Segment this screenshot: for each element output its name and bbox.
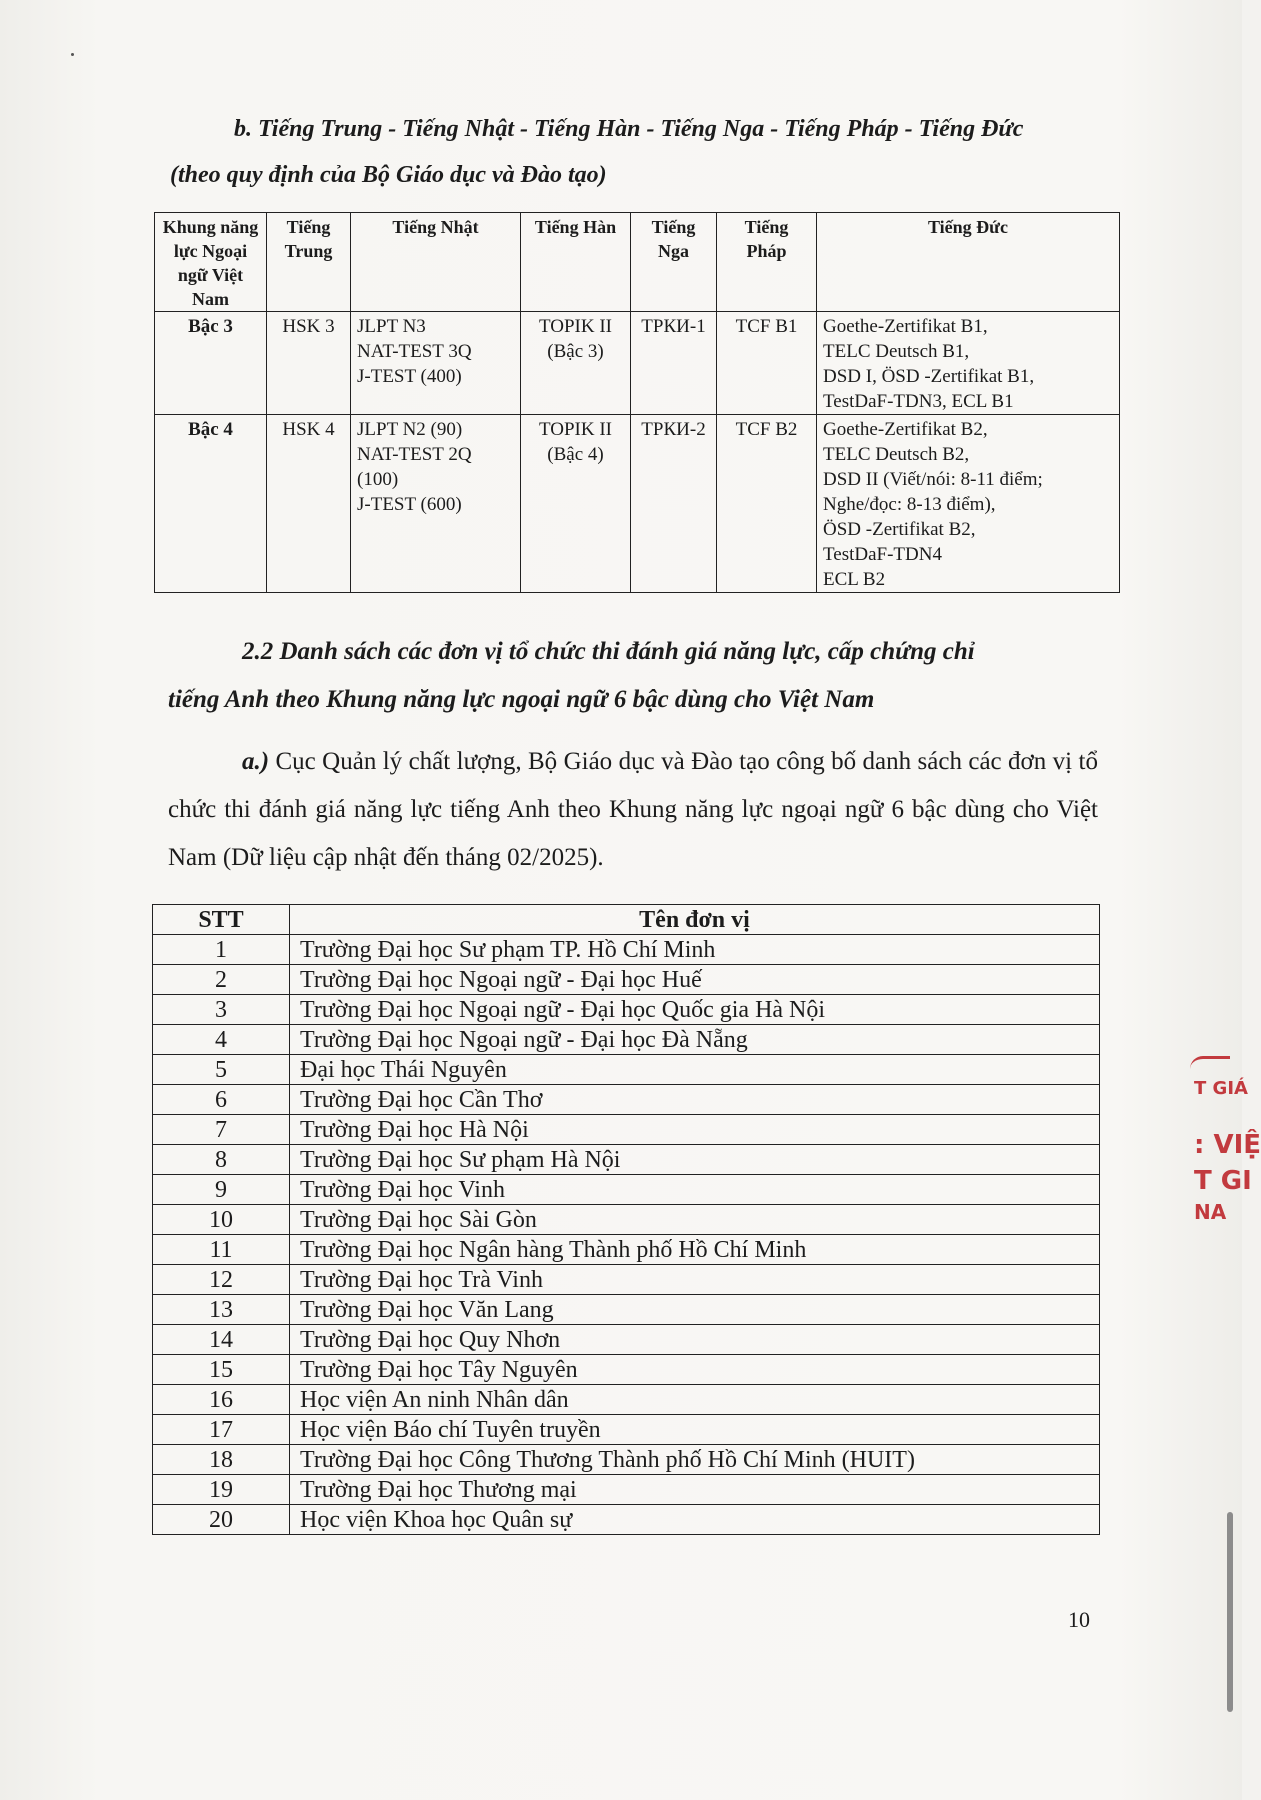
table-row — [153, 1235, 1100, 1265]
cell-line: JLPT N2 (90) — [357, 419, 463, 440]
stt-cell: 20 — [153, 1505, 290, 1535]
french-cell: TCF B1 — [717, 312, 817, 415]
stt-cell: 10 — [153, 1205, 290, 1235]
unit-name-cell: Trường Đại học Quy Nhơn — [290, 1325, 1100, 1355]
unit-name-cell: Trường Đại học Trà Vinh — [290, 1265, 1100, 1295]
stamp-ring — [1190, 1056, 1230, 1069]
paragraph-a-text: Cục Quản lý chất lượng, Bộ Giáo dục và Đào tạo công bố danh sách các đơn vị tổ chức thi đánh giá năng lực tiếng Anh theo Khung năng lực ngoại ngữ 6 bậc dùng cho Việt Nam (Dữ liệu cập nhật đến tháng 02/2025). — [168, 748, 1098, 871]
korean-cell — [521, 415, 631, 593]
header-korean: Tiếng Hàn — [521, 213, 631, 312]
table-row — [153, 935, 1100, 965]
table-row — [153, 1055, 1100, 1085]
chinese-cell: HSK 3 — [267, 312, 351, 415]
unit-name-cell: Trường Đại học Hà Nội — [290, 1115, 1100, 1145]
unit-name-cell: Trường Đại học Thương mại — [290, 1475, 1100, 1505]
stt-cell: 6 — [153, 1085, 290, 1115]
header-stt: STT — [153, 905, 290, 935]
korean-cell — [521, 312, 631, 415]
red-stamp-fragment — [1190, 1056, 1261, 1282]
section-heading-b — [170, 106, 1114, 198]
table-row — [153, 1115, 1100, 1145]
stt-cell: 13 — [153, 1295, 290, 1325]
stamp-text: T GIÁ — [1194, 1078, 1248, 1099]
unit-name-cell: Học viện Báo chí Tuyên truyền — [290, 1415, 1100, 1445]
unit-name-cell: Học viện An ninh Nhân dân — [290, 1385, 1100, 1415]
language-equivalence-table — [154, 212, 1120, 593]
heading-b-line2: (theo quy định của Bộ Giáo dục và Đào tạo) — [170, 162, 607, 188]
french-cell: TCF B2 — [717, 415, 817, 593]
scan-speck — [71, 53, 74, 56]
stt-cell: 16 — [153, 1385, 290, 1415]
header-framework: Khung năng lực Ngoại ngữ Việt Nam — [155, 213, 267, 312]
unit-name-cell: Học viện Khoa học Quân sự — [290, 1505, 1100, 1535]
header-japanese: Tiếng Nhật — [351, 213, 521, 312]
page-number: 10 — [1068, 1607, 1090, 1632]
unit-name-cell: Trường Đại học Tây Nguyên — [290, 1355, 1100, 1385]
cell-line: TestDaF-TDN4 — [823, 544, 942, 565]
unit-name-cell: Đại học Thái Nguyên — [290, 1055, 1100, 1085]
cell-line: DSD I, ÖSD -Zertifikat B1, — [823, 366, 1035, 387]
cell-line: Goethe-Zertifikat B2, — [823, 419, 988, 440]
stt-cell: 3 — [153, 995, 290, 1025]
table-row — [153, 995, 1100, 1025]
table-row — [153, 1415, 1100, 1445]
unit-name-cell: Trường Đại học Văn Lang — [290, 1295, 1100, 1325]
unit-name-cell: Trường Đại học Ngoại ngữ - Đại học Quốc gia Hà Nội — [290, 995, 1100, 1025]
stt-cell: 17 — [153, 1415, 290, 1445]
cell-line: ÖSD -Zertifikat B2, — [823, 519, 976, 540]
german-cell — [817, 415, 1120, 593]
level-cell: Bậc 3 — [155, 312, 267, 415]
stt-cell: 8 — [153, 1145, 290, 1175]
heading-22-line2: tiếng Anh theo Khung năng lực ngoại ngữ 6 bậc dùng cho Việt Nam — [168, 686, 875, 713]
cell-line: TOPIK II — [538, 316, 612, 337]
stt-cell: 1 — [153, 935, 290, 965]
cell-line: Goethe-Zertifikat B1, — [823, 316, 988, 337]
level-cell: Bậc 4 — [155, 415, 267, 593]
header-unit-name: Tên đơn vị — [290, 905, 1100, 935]
stamp-text: NA — [1194, 1200, 1227, 1224]
stt-cell: 9 — [153, 1175, 290, 1205]
table-row — [153, 1445, 1100, 1475]
cell-line: J-TEST (400) — [357, 366, 462, 387]
table-row — [155, 312, 1120, 415]
units-table-body — [153, 935, 1100, 1535]
table-row — [153, 1475, 1100, 1505]
stt-cell: 5 — [153, 1055, 290, 1085]
cell-line: TestDaF-TDN3, ECL B1 — [823, 391, 1014, 412]
cell-line: TELC Deutsch B2, — [823, 444, 970, 465]
stt-cell: 15 — [153, 1355, 290, 1385]
lang-table-header-row — [155, 213, 1120, 312]
unit-name-cell: Trường Đại học Sư phạm TP. Hồ Chí Minh — [290, 935, 1100, 965]
cell-line: NAT-TEST 3Q — [357, 341, 472, 362]
unit-name-cell: Trường Đại học Công Thương Thành phố Hồ Chí Minh (HUIT) — [290, 1445, 1100, 1475]
heading-b-line1: b. Tiếng Trung - Tiếng Nhật - Tiếng Hàn - Tiếng Nga - Tiếng Pháp - Tiếng Đức — [234, 116, 1024, 142]
stamp-text: T GI — [1194, 1166, 1252, 1196]
stt-cell: 12 — [153, 1265, 290, 1295]
table-row — [153, 1025, 1100, 1055]
header-chinese: Tiếng Trung — [267, 213, 351, 312]
stt-cell: 11 — [153, 1235, 290, 1265]
unit-name-cell: Trường Đại học Cần Thơ — [290, 1085, 1100, 1115]
paragraph-a-label: a.) — [242, 748, 270, 775]
stt-cell: 4 — [153, 1025, 290, 1055]
russian-cell: ТРКИ-2 — [631, 415, 717, 593]
header-german: Tiếng Đức — [817, 213, 1120, 312]
paragraph-a — [168, 738, 1098, 882]
section-heading-2-2 — [168, 628, 1128, 724]
testing-units-table — [152, 904, 1100, 1535]
stt-cell: 7 — [153, 1115, 290, 1145]
cell-line: Nghe/đọc: 8-13 điểm), — [823, 494, 996, 515]
cell-line: (Bậc 4) — [547, 444, 604, 465]
stt-cell: 19 — [153, 1475, 290, 1505]
unit-name-cell: Trường Đại học Sư phạm Hà Nội — [290, 1145, 1100, 1175]
cell-line: TOPIK II — [538, 419, 612, 440]
chinese-cell: HSK 4 — [267, 415, 351, 593]
header-russian: Tiếng Nga — [631, 213, 717, 312]
table-row — [153, 1265, 1100, 1295]
table-row — [153, 1355, 1100, 1385]
unit-name-cell: Trường Đại học Sài Gòn — [290, 1205, 1100, 1235]
table-row — [153, 1505, 1100, 1535]
unit-name-cell: Trường Đại học Vinh — [290, 1175, 1100, 1205]
cell-line: J-TEST (600) — [357, 494, 462, 515]
header-french: Tiếng Pháp — [717, 213, 817, 312]
japanese-cell — [351, 312, 521, 415]
cell-line: JLPT N3 — [357, 316, 426, 337]
japanese-cell — [351, 415, 521, 593]
table-row — [153, 1295, 1100, 1325]
unit-name-cell: Trường Đại học Ngoại ngữ - Đại học Đà Nẵng — [290, 1025, 1100, 1055]
table-row — [153, 965, 1100, 995]
cell-line: (100) — [357, 469, 399, 490]
scrollbar[interactable] — [1227, 1512, 1233, 1712]
cell-line: ECL B2 — [823, 569, 886, 590]
stt-cell: 18 — [153, 1445, 290, 1475]
table-row — [153, 1205, 1100, 1235]
units-table-header-row — [153, 905, 1100, 935]
stt-cell: 14 — [153, 1325, 290, 1355]
stamp-text: : VIỆ — [1194, 1130, 1261, 1160]
heading-22-line1: 2.2 Danh sách các đơn vị tổ chức thi đánh giá năng lực, cấp chứng chỉ — [242, 638, 975, 665]
table-row — [153, 1325, 1100, 1355]
table-row — [153, 1145, 1100, 1175]
table-row — [153, 1385, 1100, 1415]
table-row — [155, 415, 1120, 593]
unit-name-cell: Trường Đại học Ngân hàng Thành phố Hồ Chí Minh — [290, 1235, 1100, 1265]
cell-line: DSD II (Viết/nói: 8-11 điểm; — [823, 469, 1043, 490]
cell-line: (Bậc 3) — [547, 341, 604, 362]
cell-line: TELC Deutsch B1, — [823, 341, 970, 362]
table-row — [153, 1085, 1100, 1115]
unit-name-cell: Trường Đại học Ngoại ngữ - Đại học Huế — [290, 965, 1100, 995]
table-row — [153, 1175, 1100, 1205]
german-cell — [817, 312, 1120, 415]
paragraph-a-body — [168, 738, 1098, 882]
russian-cell: ТРКИ-1 — [631, 312, 717, 415]
cell-line: NAT-TEST 2Q — [357, 444, 472, 465]
stt-cell: 2 — [153, 965, 290, 995]
